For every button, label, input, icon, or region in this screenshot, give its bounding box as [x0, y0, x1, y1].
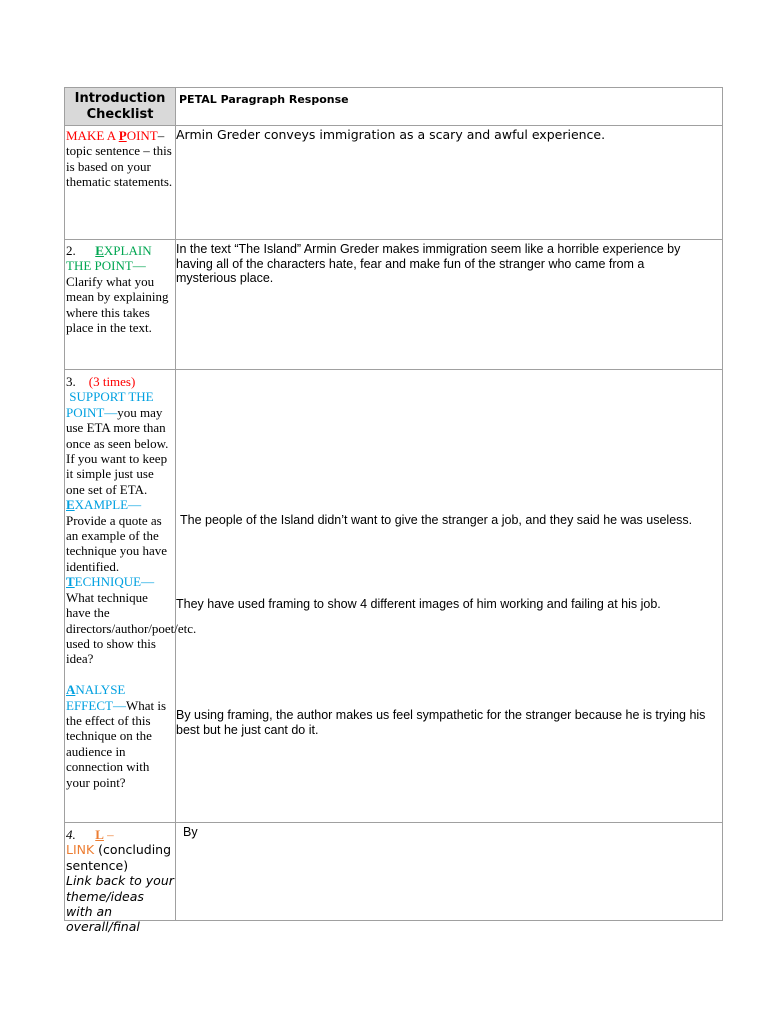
make-point-label-a: MAKE A — [66, 128, 119, 143]
petal-table — [64, 87, 723, 935]
link-response: By — [183, 825, 198, 839]
explain-desc: Clarify what you mean by explaining where this takes place in the text. — [66, 273, 169, 336]
analyse-desc: What is the effect of this technique on the audience in connection with your point? — [66, 697, 167, 790]
link-dash: – — [103, 827, 114, 842]
explain-letter: E — [95, 243, 104, 258]
support-num: 3. — [66, 374, 76, 389]
link-label-rest: (concluding sentence) — [66, 842, 172, 873]
example-response: The people of the Island didn’t want to give the stranger a job, and they said he was useless. — [180, 513, 693, 527]
technique-desc: What technique have the directors/author/poet/etc. used to show this idea? — [66, 589, 197, 667]
example-desc: Provide a quote as an example of the technique you have identified. — [66, 512, 168, 574]
example-label: XAMPLE— — [74, 497, 142, 513]
row-divider — [65, 822, 722, 823]
explain-num: 2. — [66, 243, 76, 258]
row-divider — [65, 369, 722, 370]
link-letter: L — [95, 827, 104, 842]
make-point-desc: – topic sentence – this is based on your thematic statements. — [66, 128, 173, 190]
column-divider — [175, 88, 176, 920]
explain-label: XPLAIN THE POINT— — [66, 243, 152, 274]
make-point-label-b: OINT — [126, 128, 158, 143]
support-desc: you may use ETA more than once as seen below. If you want to keep it simple just use one set of ETA. — [66, 404, 169, 497]
explain-cell — [66, 243, 174, 335]
link-label: LINK — [66, 842, 95, 858]
header-petal-response: PETAL Paragraph Response — [179, 93, 349, 106]
explain-response: In the text “The Island” Armin Greder makes immigration seem like a horrible experience by having all of the characters hate, fear and make fun of the stranger who came from a mysterious place. — [176, 242, 681, 285]
header-introduction-checklist: Introduction Checklist — [65, 88, 175, 125]
analyse-letter: A — [66, 682, 76, 698]
make-point-letter: P — [118, 128, 127, 143]
support-label: SUPPORT THE POINT— — [66, 389, 154, 420]
technique-letter: T — [66, 574, 75, 590]
analyse-label: NALYSE EFFECT— — [66, 682, 126, 713]
link-num: 4. — [66, 827, 76, 842]
analyse-response: By using framing, the author makes us feel sympathetic for the stranger because he is trying his best but he just cant do it. — [176, 708, 706, 737]
row-divider — [65, 239, 722, 240]
example-letter: E — [66, 497, 75, 513]
support-times: (3 times) — [88, 374, 136, 389]
link-desc: Link back to your theme/ideas with an overall/final — [66, 873, 174, 935]
support-cell — [66, 374, 197, 790]
make-point-cell — [66, 128, 174, 190]
technique-response: They have used framing to show 4 different images of him working and failing at his job. — [176, 597, 661, 611]
row-divider — [65, 125, 722, 126]
technique-label: ECHNIQUE— — [74, 574, 155, 590]
link-cell — [66, 827, 174, 935]
make-point-response: Armin Greder conveys immigration as a scary and awful experience. — [176, 127, 606, 142]
